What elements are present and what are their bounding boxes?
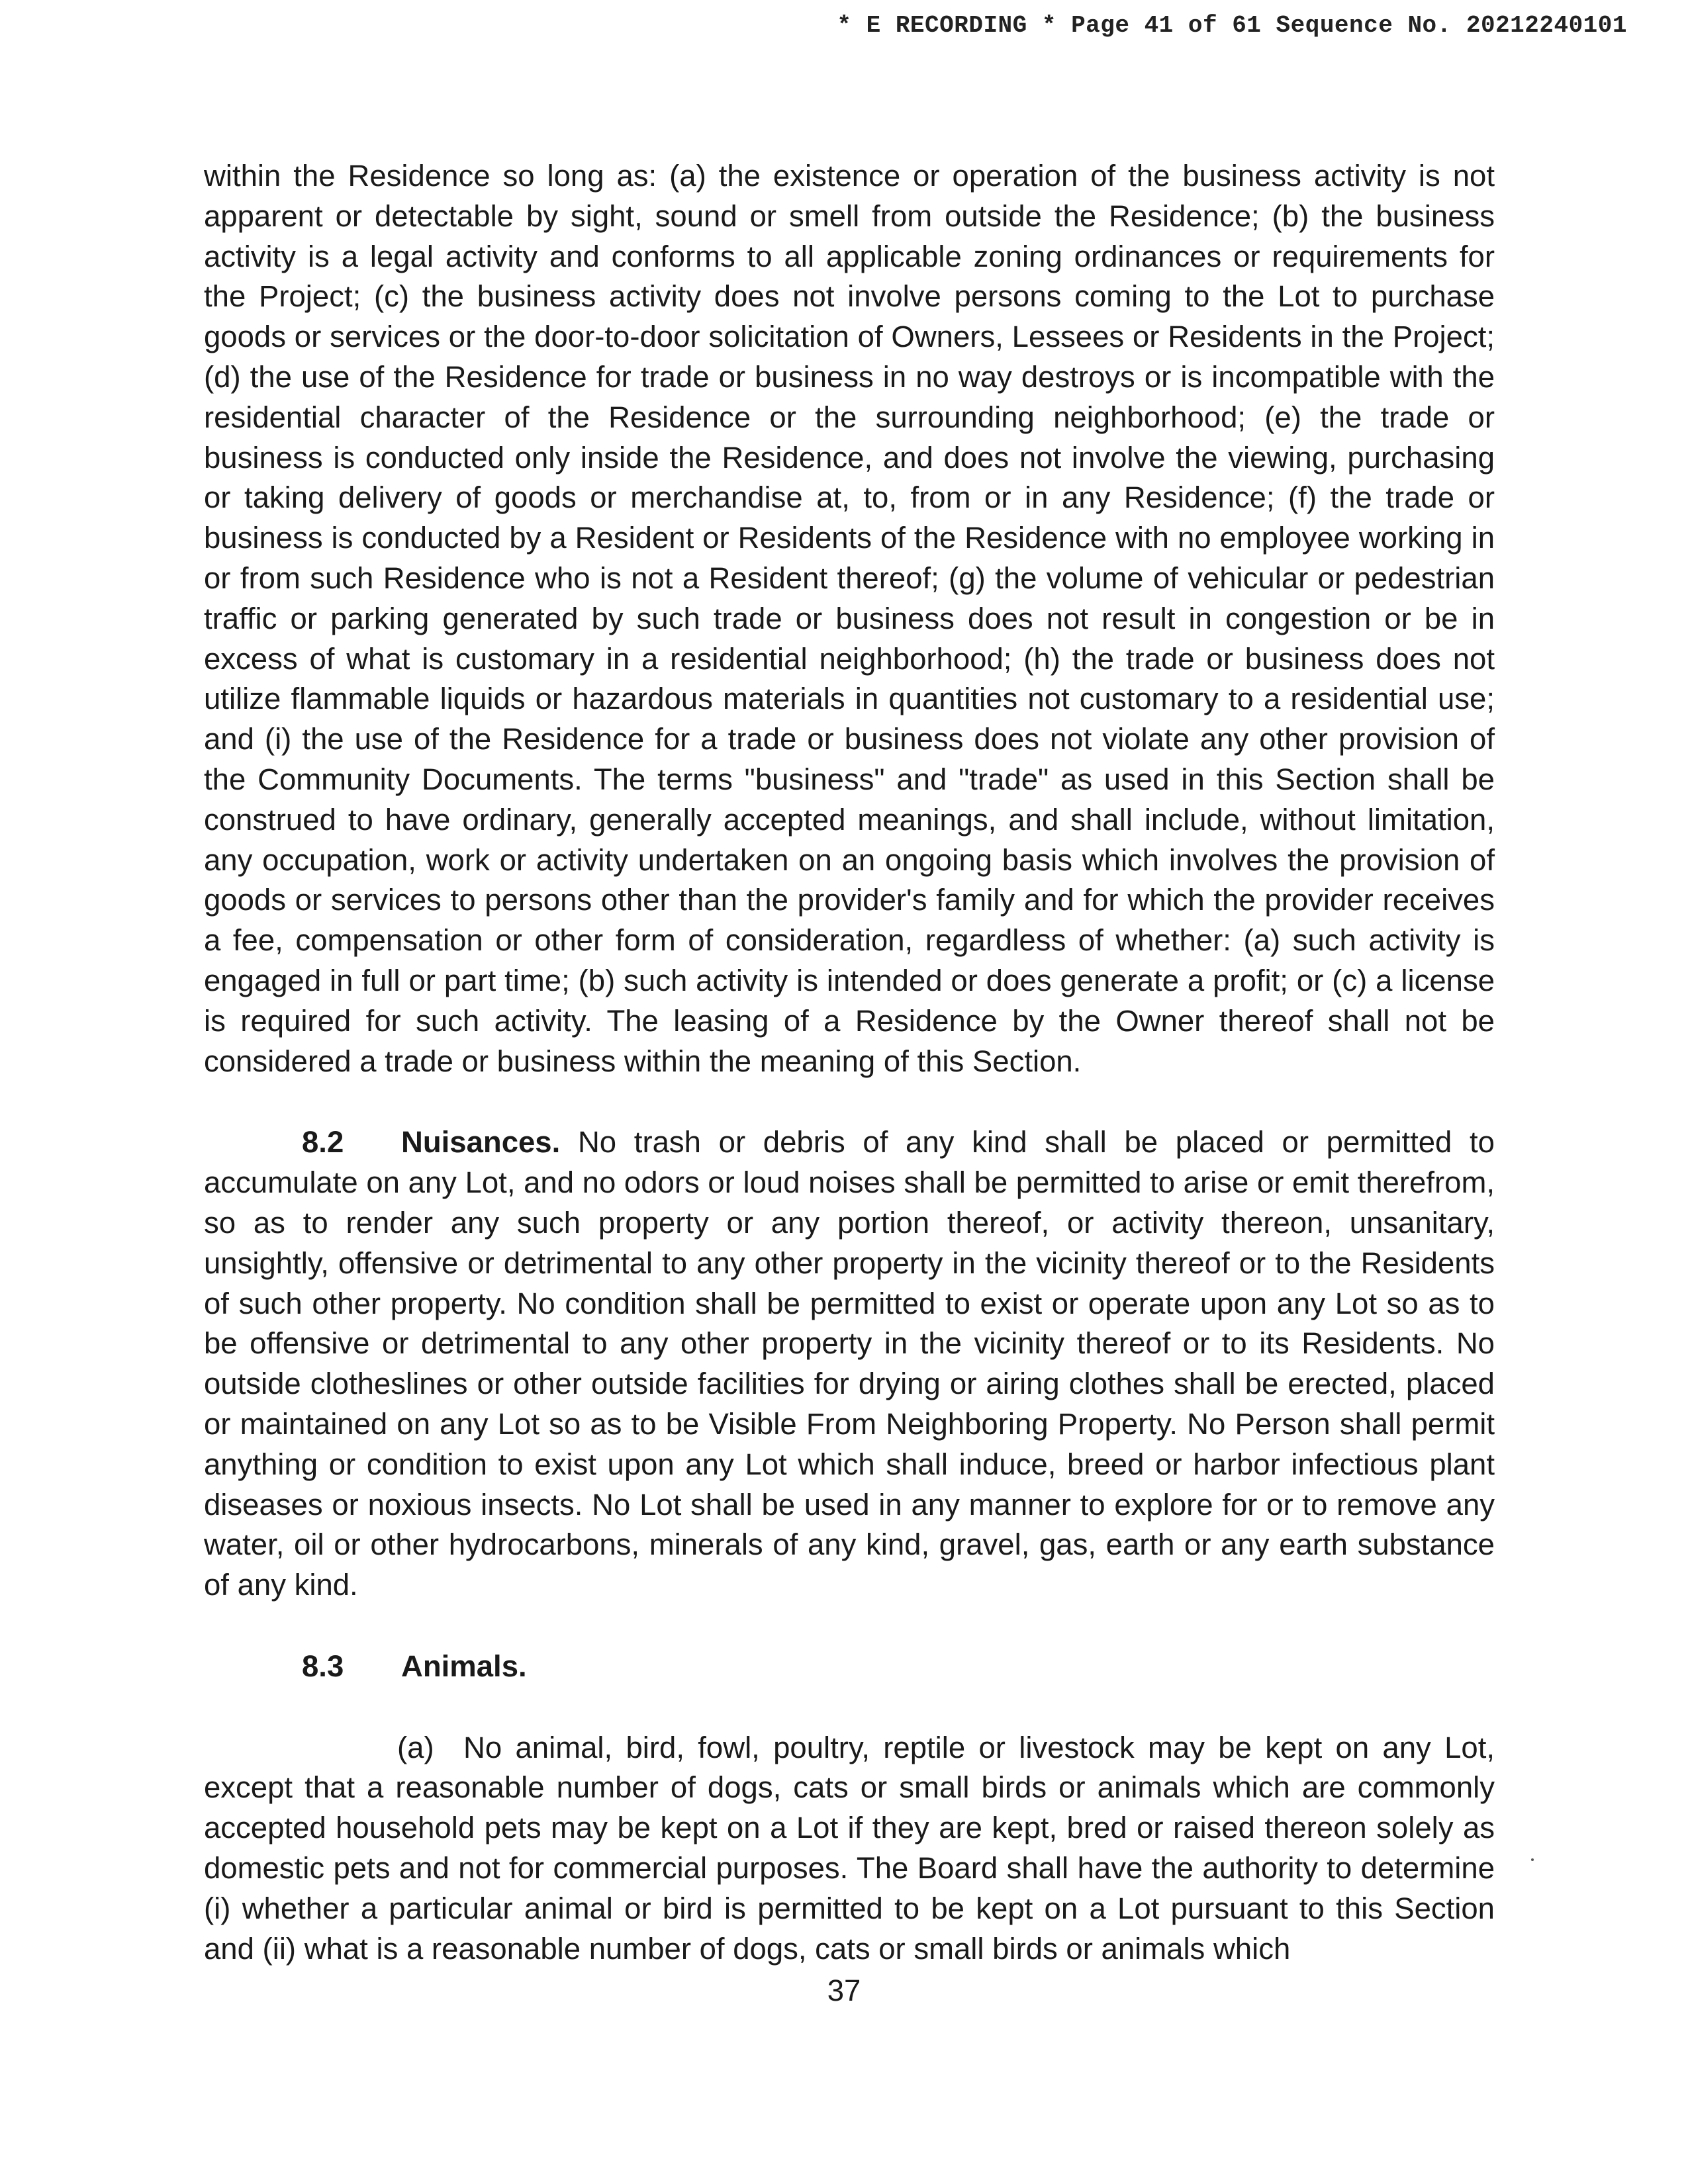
section-8-3-number: 8.3	[302, 1649, 344, 1683]
section-8-2-number: 8.2	[302, 1125, 344, 1160]
continuation-paragraph: within the Residence so long as: (a) the existence or operation of the business activity is not apparent or detectable by sight, sound or smell from outside the Residence; (b) the business activity is a legal activity and conforms to all applicable zoning ordinances or requirements for the Project; (c) the business activity does not involve persons coming to the Lot to purchase goods or services or the door-to-door solicitation of Owners, Lessees or Residents in the Project; (d) the use of the Residence for trade or business in no way destroys or is incompatible with the residential character of the Residence or the surrounding neighborhood; (e) the trade or business is conducted only inside the Residence, and does not involve the viewing, purchasing or taking delivery of goods or merchandise at, to, from or in any Residence; (f) the trade or business is conducted by a Resident or Residents of the Residence with no employee working in or from such Residence who is not a Resident thereof; (g) the volume of vehicular or pedestrian traffic or parking generated by such trade or business does not result in congestion or be in excess of what is customary in a residential neighborhood; (h) the trade or business does not utilize flammable liquids or hazardous materials in quantities not customary to a residential use; and (i) the use of the Residence for a trade or business does not violate any other provision of the Community Documents. The terms "business" and "trade" as used in this Section shall be construed to have ordinary, generally accepted meanings, and shall include, without limitation, any occupation, work or activity undertaken on an ongoing basis which involves the provision of goods or services to persons other than the provider's family and for which the provider receives a fee, compensation or other form of consideration, regardless of whether: (a) such activity is engaged in full or part time; (b) such activity is intended or does generate a profit; or (c) a license is required for such activity. The leasing of a Residence by the Owner thereof shall not be considered a trade or business within the meaning of this Section.	[204, 159, 1495, 1078]
section-8-2-text: No trash or debris of any kind shall be placed or permitted to accumulate on any Lot, and no odors or loud noises shall be permitted to arise or emit therefrom, so as to render any such property or any portion thereof, or activity thereon, unsanitary, unsightly, offensive or detrimental to any other property in the vicinity thereof or to the Residents of such other property. No condition shall be permitted to exist or operate upon any Lot so as to be offensive or detrimental to any other property in the vicinity thereof or to its Residents. No outside clotheslines or other outside facilities for drying or airing clothes shall be erected, placed or maintained on any Lot so as to be Visible From Neighboring Property. No Person shall permit anything or condition to exist upon any Lot which shall induce, breed or harbor infectious plant diseases or noxious insects. No Lot shall be used in any manner to explore for or to remove any water, oil or other hydrocarbons, minerals of any kind, gravel, gas, earth or any earth substance of any kind.	[204, 1125, 1495, 1602]
recording-header: * E RECORDING * Page 41 of 61 Sequence No. 20212240101	[837, 12, 1627, 39]
section-8-3-a-text: No animal, bird, fowl, poultry, reptile or livestock may be kept on any Lot, except that a reasonable number of dogs, cats or small birds or animals which are commonly accepted household pets may be kept on a Lot if they are kept, bred or raised thereon solely as domestic pets and not for commercial purposes. The Board shall have the authority to determine (i) whether a particular animal or bird is permitted to be kept on a Lot pursuant to this Section and (ii) what is a reasonable number of dogs, cats or small birds or animals which	[204, 1730, 1495, 1966]
section-8-3-a-label: (a)	[397, 1730, 434, 1764]
section-8-2-title: Nuisances.	[401, 1125, 561, 1160]
page-number: 37	[827, 1974, 861, 2007]
section-8-3-title: Animals.	[401, 1649, 527, 1683]
section-8-3-a-paragraph	[204, 1728, 1495, 1970]
section-8-2-paragraph	[204, 1122, 1495, 1606]
document-body	[204, 156, 1495, 1969]
section-8-3-heading	[204, 1647, 1495, 1687]
scan-speck	[1531, 1858, 1534, 1861]
